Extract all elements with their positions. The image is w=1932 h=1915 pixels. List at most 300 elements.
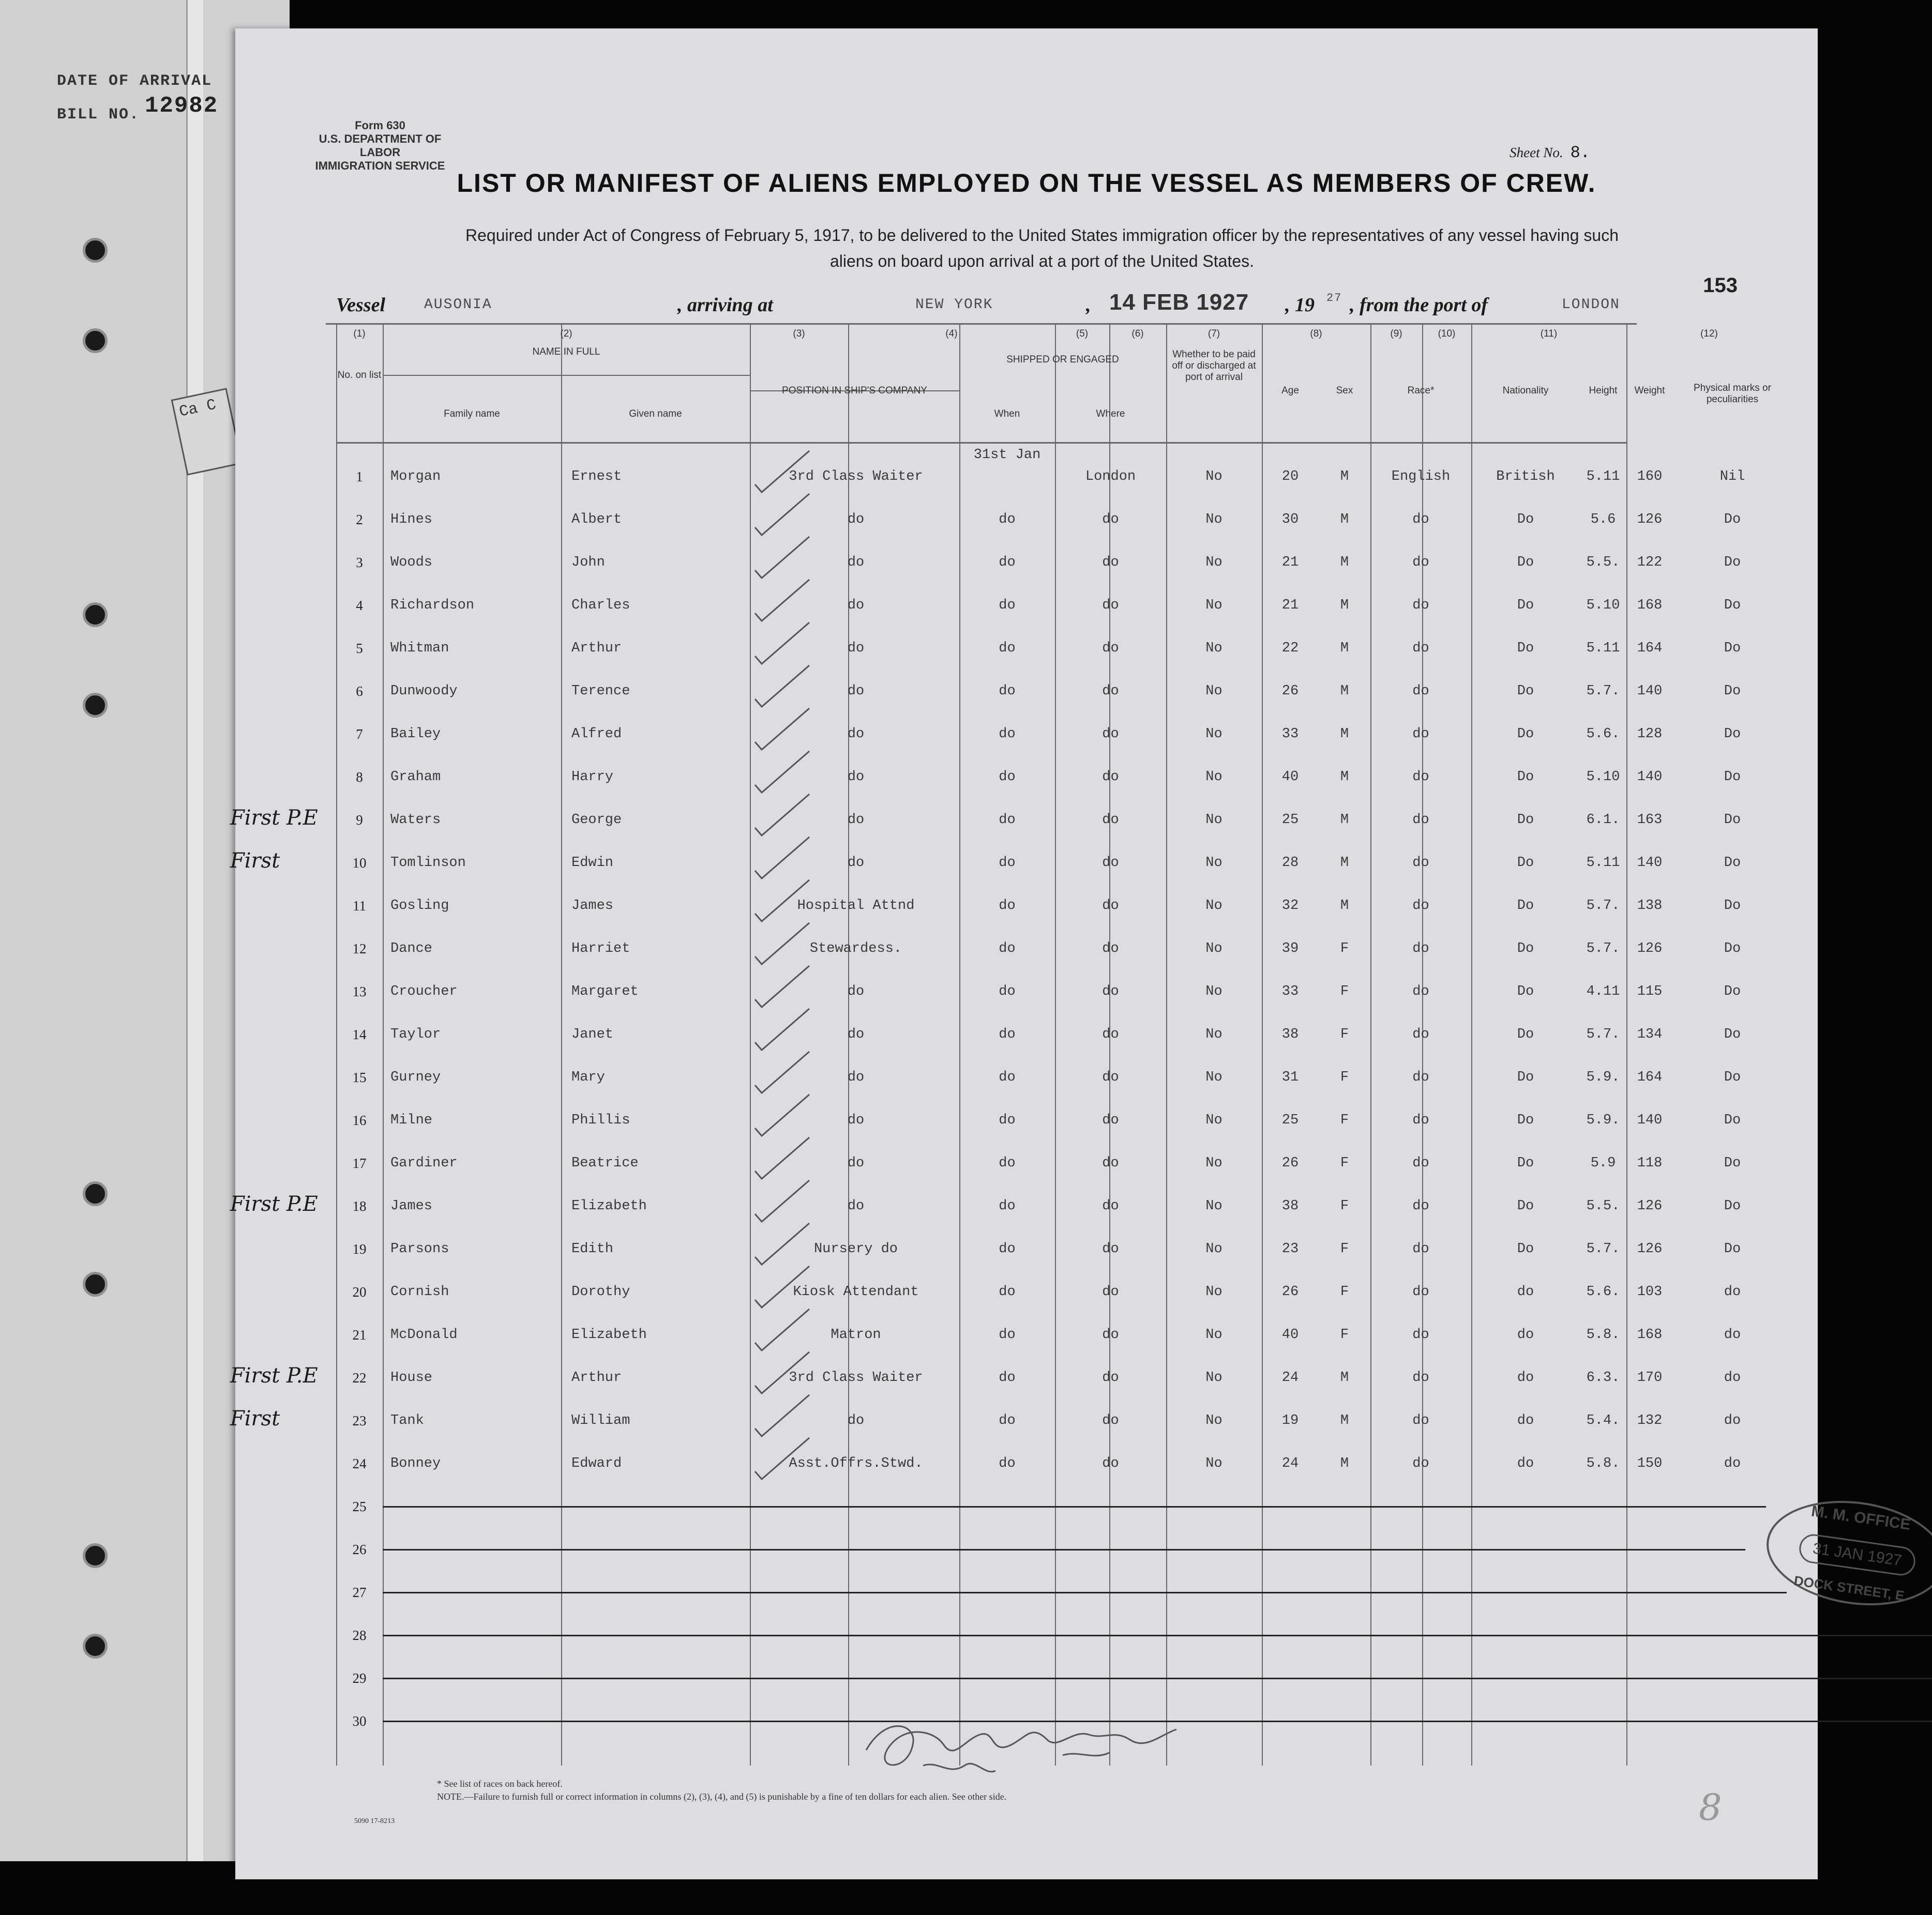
empty-row-number: 28 — [352, 1628, 367, 1643]
cell-age: 30 — [1281, 512, 1299, 527]
cell-given: Edwin — [571, 855, 614, 871]
margin-note: First P.E — [230, 806, 318, 830]
cell-nationality: Do — [1517, 1241, 1534, 1257]
cell-marks: Do — [1724, 941, 1741, 956]
cell-marks: Do — [1724, 1113, 1741, 1128]
cell-position: Stewardess. — [809, 941, 902, 956]
cell-height: 5.5. — [1586, 1198, 1620, 1214]
check-tick-icon — [752, 1049, 814, 1096]
cell-paid: No — [1205, 1156, 1222, 1171]
cell-height: 5.7. — [1586, 1027, 1620, 1042]
cell-age: 23 — [1281, 1241, 1299, 1257]
cell-paid: No — [1205, 984, 1222, 999]
column-number: (11) — [1540, 328, 1558, 339]
cell-no: 18 — [352, 1198, 367, 1214]
arrival-date-stamp: 14 FEB 1927 — [1109, 290, 1249, 315]
cell-where: do — [1102, 641, 1119, 656]
cell-age: 40 — [1281, 1327, 1299, 1343]
cell-when: do — [999, 1284, 1016, 1300]
cell-sex: F — [1340, 1198, 1349, 1214]
arriving-label: , arriving at — [677, 294, 773, 316]
cell-age: 31 — [1281, 1070, 1299, 1085]
cell-no: 1 — [356, 469, 363, 484]
cell-given: Dorothy — [571, 1284, 630, 1300]
cell-marks: Do — [1724, 1070, 1741, 1085]
cell-weight: 170 — [1637, 1370, 1663, 1386]
cell-weight: 164 — [1637, 641, 1663, 656]
mm-office-stamp: M. M. OFFICE 31 JAN 1927 DOCK STREET, E. — [1760, 1490, 1932, 1617]
when-header: When — [994, 408, 1020, 419]
cell-given: George — [571, 812, 622, 828]
cell-given: Arthur — [571, 1370, 622, 1386]
cell-given: Harriet — [571, 941, 630, 956]
cell-nationality: Do — [1517, 855, 1534, 871]
form-id: Form 630 U.S. DEPARTMENT OF LABOR IMMIGRATION SERVICE — [315, 119, 445, 172]
cell-weight: 140 — [1637, 855, 1663, 871]
cell-marks: Do — [1724, 855, 1741, 871]
cell-position: Nursery do — [813, 1241, 898, 1257]
cell-marks: do — [1724, 1456, 1741, 1471]
cell-nationality: do — [1517, 1456, 1534, 1471]
cell-no: 11 — [353, 898, 366, 914]
cell-position: do — [847, 1027, 865, 1042]
punch-hole — [83, 1634, 108, 1659]
cell-race: do — [1412, 984, 1429, 999]
cell-family: Graham — [390, 769, 441, 785]
cell-marks: Do — [1724, 769, 1741, 785]
cell-height: 5.5. — [1586, 555, 1620, 570]
check-tick-icon — [752, 663, 814, 709]
cell-paid: No — [1205, 1370, 1222, 1386]
cell-weight: 126 — [1637, 1198, 1663, 1214]
cell-age: 22 — [1281, 641, 1299, 656]
cell-family: Parsons — [390, 1241, 449, 1257]
cell-nationality: do — [1517, 1413, 1534, 1428]
cell-no: 10 — [352, 855, 367, 871]
check-tick-icon — [752, 448, 814, 495]
empty-row-number: 26 — [352, 1542, 367, 1557]
margin-note: First P.E — [230, 1192, 318, 1216]
cell-marks: Do — [1724, 1241, 1741, 1257]
cell-when: do — [999, 769, 1016, 785]
cell-no: 7 — [356, 726, 363, 742]
cell-family: Whitman — [390, 641, 449, 656]
cell-nationality: Do — [1517, 812, 1534, 828]
punch-hole — [83, 602, 108, 627]
cell-family: House — [390, 1370, 433, 1386]
cell-age: 26 — [1281, 1156, 1299, 1171]
cell-when: do — [999, 1327, 1016, 1343]
check-tick-icon — [752, 577, 814, 624]
cancel-line — [383, 1678, 1932, 1679]
cell-sex: F — [1340, 1113, 1349, 1128]
race-footnote: * See list of races on back hereof. — [437, 1779, 563, 1789]
where-header: Where — [1096, 408, 1125, 419]
cell-where: do — [1102, 769, 1119, 785]
column-rule — [561, 375, 562, 1766]
cell-marks: do — [1724, 1327, 1741, 1343]
cell-sex: F — [1340, 984, 1349, 999]
cell-marks: Do — [1724, 683, 1741, 699]
cell-nationality: do — [1517, 1370, 1534, 1386]
cell-marks: Do — [1724, 812, 1741, 828]
cell-where: London — [1085, 469, 1136, 484]
cell-paid: No — [1205, 1284, 1222, 1300]
cell-position: Kiosk Attendant — [793, 1284, 919, 1300]
cell-race: do — [1412, 1370, 1429, 1386]
header-top-rule — [326, 323, 1637, 325]
column-number: (7) — [1208, 328, 1220, 339]
cell-weight: 126 — [1637, 1241, 1663, 1257]
check-tick-icon — [752, 920, 814, 967]
cell-when: do — [999, 1113, 1016, 1128]
name-subrule — [383, 375, 750, 376]
cell-where: do — [1102, 1241, 1119, 1257]
race-header: Race* — [1407, 385, 1435, 396]
cell-paid: No — [1205, 1113, 1222, 1128]
cell-height: 5.7. — [1586, 898, 1620, 914]
cell-family: Milne — [390, 1113, 433, 1128]
cell-position: Matron — [831, 1327, 881, 1343]
cell-height: 5.4. — [1586, 1413, 1620, 1428]
cell-height: 5.9 — [1590, 1156, 1616, 1171]
empty-row-number: 29 — [352, 1670, 367, 1686]
cell-nationality: Do — [1517, 598, 1534, 613]
cell-race: do — [1412, 1113, 1429, 1128]
cell-given: Edith — [571, 1241, 614, 1257]
cell-height: 5.10 — [1586, 598, 1620, 613]
column-number: (9) — [1390, 328, 1402, 339]
cell-marks: Do — [1724, 1027, 1741, 1042]
cell-age: 20 — [1281, 469, 1299, 484]
cell-marks: Do — [1724, 598, 1741, 613]
cell-family: Tank — [390, 1413, 424, 1428]
cell-position: do — [847, 1113, 865, 1128]
check-tick-icon — [752, 792, 814, 838]
cell-height: 5.11 — [1586, 469, 1620, 484]
empty-row-number: 25 — [352, 1499, 367, 1514]
cell-where: do — [1102, 1370, 1119, 1386]
back-sheet-edge — [186, 0, 203, 1861]
cell-position: do — [847, 984, 865, 999]
sex-header: Sex — [1336, 385, 1353, 396]
check-tick-icon — [752, 834, 814, 881]
cell-when: do — [999, 812, 1016, 828]
cell-family: Dunwoody — [390, 683, 458, 699]
check-tick-icon — [752, 877, 814, 924]
cell-no: 6 — [356, 683, 363, 699]
cell-paid: No — [1205, 555, 1222, 570]
check-tick-icon — [752, 1178, 814, 1224]
cell-no: 24 — [352, 1456, 367, 1471]
cell-paid: No — [1205, 1198, 1222, 1214]
cell-given: Mary — [571, 1070, 605, 1085]
cell-age: 28 — [1281, 855, 1299, 871]
age-header: Age — [1281, 385, 1299, 396]
punch-hole — [83, 1272, 108, 1297]
cell-given: Beatrice — [571, 1156, 639, 1171]
cell-height: 5.7. — [1586, 941, 1620, 956]
cell-no: 5 — [356, 641, 363, 656]
cancel-line — [383, 1592, 1787, 1593]
no-on-list-header: No. on list — [337, 370, 382, 381]
cell-position: do — [847, 683, 865, 699]
cell-paid: No — [1205, 1456, 1222, 1471]
cell-sex: M — [1340, 641, 1349, 656]
cell-position: do — [847, 1198, 865, 1214]
cancel-line — [383, 1506, 1766, 1508]
cell-race: do — [1412, 1027, 1429, 1042]
cell-no: 14 — [352, 1027, 367, 1042]
cell-position: do — [847, 726, 865, 742]
cell-race: do — [1412, 683, 1429, 699]
cell-race: do — [1412, 1413, 1429, 1428]
cell-weight: 126 — [1637, 941, 1663, 956]
cell-weight: 150 — [1637, 1456, 1663, 1471]
cell-paid: No — [1205, 683, 1222, 699]
cell-age: 25 — [1281, 1113, 1299, 1128]
cell-no: 15 — [352, 1070, 367, 1085]
signature — [856, 1693, 1187, 1797]
cell-height: 6.3. — [1586, 1370, 1620, 1386]
cell-when: do — [999, 641, 1016, 656]
cell-given: Alfred — [571, 726, 622, 742]
cell-sex: F — [1340, 1070, 1349, 1085]
cell-sex: M — [1340, 812, 1349, 828]
cell-weight: 163 — [1637, 812, 1663, 828]
cell-paid: No — [1205, 1413, 1222, 1428]
cell-nationality: British — [1496, 469, 1555, 484]
cell-paid: No — [1205, 1241, 1222, 1257]
cell-no: 8 — [356, 769, 363, 785]
cell-sex: M — [1340, 769, 1349, 785]
cell-given: Harry — [571, 769, 614, 785]
cell-weight: 140 — [1637, 769, 1663, 785]
margin-note: First — [230, 849, 280, 873]
cell-given: Arthur — [571, 641, 622, 656]
cell-race: do — [1412, 512, 1429, 527]
cell-no: 21 — [352, 1327, 367, 1343]
cell-no: 22 — [352, 1370, 367, 1386]
cell-sex: M — [1340, 855, 1349, 871]
cell-position: do — [847, 769, 865, 785]
cell-age: 39 — [1281, 941, 1299, 956]
cell-sex: F — [1340, 1027, 1349, 1042]
corner-mark: 8 — [1699, 1786, 1722, 1829]
vessel-line — [336, 290, 1784, 321]
cell-when: do — [999, 984, 1016, 999]
from-port-label: , from the port of — [1350, 294, 1488, 316]
position-header: POSITION IN SHIP'S COMPANY — [782, 385, 927, 396]
cell-family: Hines — [390, 512, 433, 527]
cell-height: 5.11 — [1586, 855, 1620, 871]
cell-when: do — [999, 512, 1016, 527]
cell-no: 2 — [356, 512, 363, 527]
cell-when: do — [999, 1027, 1016, 1042]
name-in-full-header: NAME IN FULL — [532, 346, 600, 357]
cancel-line — [383, 1549, 1745, 1551]
cell-nationality: do — [1517, 1327, 1534, 1343]
check-tick-icon — [752, 749, 814, 795]
cell-when: do — [999, 1198, 1016, 1214]
cell-sex: F — [1340, 1156, 1349, 1171]
cell-sex: M — [1340, 512, 1349, 527]
cell-family: Gosling — [390, 898, 449, 914]
punch-hole — [83, 1181, 108, 1206]
cell-given: Elizabeth — [571, 1327, 647, 1343]
cell-no: 20 — [352, 1284, 367, 1300]
cell-given: Charles — [571, 598, 630, 613]
cell-family: Dance — [390, 941, 433, 956]
cell-height: 5.6. — [1586, 726, 1620, 742]
header-bottom-rule — [336, 442, 1626, 444]
punch-hole — [83, 328, 108, 353]
cell-marks: Do — [1724, 984, 1741, 999]
check-tick-icon — [752, 1135, 814, 1181]
cell-weight: 168 — [1637, 1327, 1663, 1343]
penalty-note: NOTE.—Failure to furnish full or correct information in columns (2), (3), (4), and (5) is punishable by a fine of ten dollars for each alien. See other side. — [437, 1791, 1007, 1802]
cell-when: do — [999, 1456, 1016, 1471]
bill-no-value: 12982 — [145, 93, 219, 119]
cell-paid: No — [1205, 469, 1222, 484]
cell-age: 26 — [1281, 683, 1299, 699]
cell-age: 33 — [1281, 726, 1299, 742]
column-number: (3) — [793, 328, 805, 339]
cell-family: Tomlinson — [390, 855, 466, 871]
cell-position: do — [847, 1070, 865, 1085]
cell-paid: No — [1205, 1027, 1222, 1042]
cell-position: do — [847, 512, 865, 527]
page-subtitle: Required under Act of Congress of February 5, 1917, to be delivered to the United States immigration officer by the representatives of any vessel having such aliens on board upon arrival at a port of the United States. — [465, 226, 1619, 270]
sheet-number: Sheet No. 8. — [1510, 143, 1590, 162]
cell-no: 17 — [352, 1156, 367, 1171]
cell-where: do — [1102, 1456, 1119, 1471]
cell-paid: No — [1205, 512, 1222, 527]
cell-marks: Do — [1724, 898, 1741, 914]
cell-sex: M — [1340, 1456, 1349, 1471]
cell-given: Albert — [571, 512, 622, 527]
cell-race: do — [1412, 726, 1429, 742]
cell-weight: 115 — [1637, 984, 1663, 999]
column-number: (8) — [1310, 328, 1322, 339]
check-tick-icon — [752, 706, 814, 752]
cell-race: do — [1412, 941, 1429, 956]
cell-when: do — [999, 683, 1016, 699]
cell-when: do — [999, 1241, 1016, 1257]
cell-sex: M — [1340, 1413, 1349, 1428]
cell-marks: Do — [1724, 512, 1741, 527]
cell-no: 3 — [356, 555, 363, 570]
cell-nationality: Do — [1517, 1198, 1534, 1214]
cell-family: Cornish — [390, 1284, 449, 1300]
cell-sex: F — [1340, 1327, 1349, 1343]
punch-hole — [83, 238, 108, 263]
year-label: , 19 — [1285, 294, 1315, 316]
cell-race: do — [1412, 812, 1429, 828]
check-tick-icon — [752, 1006, 814, 1053]
cell-no: 9 — [356, 812, 363, 828]
cell-where: do — [1102, 1113, 1119, 1128]
cell-height: 5.8. — [1586, 1327, 1620, 1343]
cell-no: 13 — [352, 984, 367, 999]
cell-weight: 118 — [1637, 1156, 1663, 1171]
column-number: (5) — [1076, 328, 1089, 339]
cell-given: Edward — [571, 1456, 622, 1471]
cell-position: Hospital Attnd — [797, 898, 915, 914]
cell-when: do — [999, 1070, 1016, 1085]
cell-age: 38 — [1281, 1027, 1299, 1042]
bill-no-label: BILL NO. — [57, 106, 140, 124]
check-tick-icon — [752, 1264, 814, 1310]
cell-height: 5.6. — [1586, 1284, 1620, 1300]
margin-note: First — [230, 1407, 280, 1431]
back-stamp: Ca C — [171, 388, 243, 476]
cell-age: 33 — [1281, 984, 1299, 999]
cell-marks: do — [1724, 1413, 1741, 1428]
cell-height: 6.1. — [1586, 812, 1620, 828]
cell-age: 40 — [1281, 769, 1299, 785]
cell-sex: M — [1340, 555, 1349, 570]
cell-marks: Do — [1724, 726, 1741, 742]
cell-race: do — [1412, 1070, 1429, 1085]
cell-weight: 132 — [1637, 1413, 1663, 1428]
manifest-number: 153 — [1703, 274, 1738, 297]
cell-nationality: Do — [1517, 1156, 1534, 1171]
when-first-value: 31st Jan — [973, 447, 1041, 463]
cell-nationality: Do — [1517, 555, 1534, 570]
cell-when: do — [999, 941, 1016, 956]
cell-paid: No — [1205, 641, 1222, 656]
cell-height: 5.7. — [1586, 683, 1620, 699]
cell-where: do — [1102, 726, 1119, 742]
cell-race: do — [1412, 1156, 1429, 1171]
cell-family: Bailey — [390, 726, 441, 742]
cell-sex: M — [1340, 898, 1349, 914]
cell-where: do — [1102, 683, 1119, 699]
cell-no: 16 — [352, 1113, 367, 1128]
cell-paid: No — [1205, 769, 1222, 785]
cell-marks: Do — [1724, 641, 1741, 656]
year-value: 27 — [1326, 292, 1342, 305]
cell-position: do — [847, 1156, 865, 1171]
cell-sex: M — [1340, 726, 1349, 742]
cell-position: 3rd Class Waiter — [789, 469, 923, 484]
cell-where: do — [1102, 1198, 1119, 1214]
cell-nationality: do — [1517, 1284, 1534, 1300]
cell-paid: No — [1205, 598, 1222, 613]
cell-age: 21 — [1281, 598, 1299, 613]
cell-age: 32 — [1281, 898, 1299, 914]
cell-sex: F — [1340, 1241, 1349, 1257]
cell-when: do — [999, 1413, 1016, 1428]
cell-weight: 160 — [1637, 469, 1663, 484]
column-rule — [848, 390, 849, 442]
cell-where: do — [1102, 1156, 1119, 1171]
cell-race: do — [1412, 1284, 1429, 1300]
cell-position: Asst.Offrs.Stwd. — [789, 1456, 923, 1471]
cell-race: do — [1412, 598, 1429, 613]
cell-sex: M — [1340, 598, 1349, 613]
manifest-sheet — [230, 28, 1912, 1879]
cell-given: William — [571, 1413, 630, 1428]
cell-where: do — [1102, 1027, 1119, 1042]
cell-weight: 128 — [1637, 726, 1663, 742]
cell-sex: F — [1340, 941, 1349, 956]
cell-when: do — [999, 1156, 1016, 1171]
cell-when: do — [999, 1370, 1016, 1386]
cell-given: James — [571, 898, 614, 914]
cell-weight: 126 — [1637, 512, 1663, 527]
